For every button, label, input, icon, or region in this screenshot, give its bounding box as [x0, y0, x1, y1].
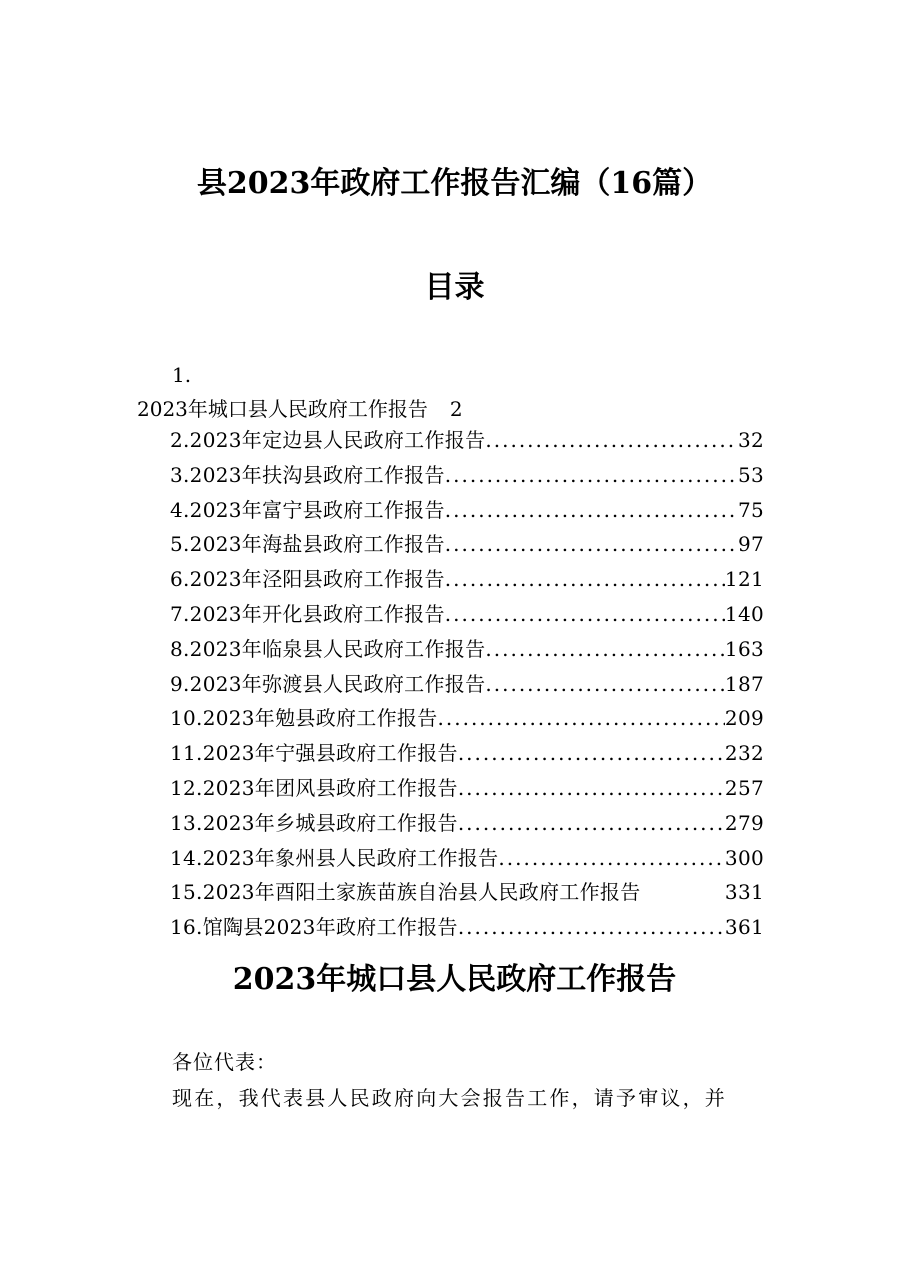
toc-entry-text: 16.馆陶县2023年政府工作报告	[170, 915, 458, 940]
toc-entry-1-text: 2023年城口县人民政府工作报告	[137, 397, 428, 421]
salutation: 各位代表：	[172, 1050, 277, 1074]
toc-leader-dots	[485, 425, 738, 455]
toc-entry[interactable]	[170, 703, 764, 738]
toc-entry-text: 8.2023年临泉县人民政府工作报告	[170, 636, 486, 661]
toc-entry[interactable]	[170, 808, 764, 843]
toc-entry-page: 331	[724, 880, 764, 905]
toc-heading: 目录	[424, 270, 485, 305]
toc-leader-dots	[445, 529, 738, 559]
toc-entry[interactable]	[170, 912, 764, 947]
toc-entry-text: 5.2023年海盐县政府工作报告	[170, 532, 445, 557]
toc-entry-1-page: 2	[449, 397, 463, 421]
toc-entry-text: 4.2023年富宁县政府工作报告	[170, 497, 445, 522]
toc-leader-dots	[498, 843, 725, 873]
toc-entry-text: 3.2023年扶沟县政府工作报告	[170, 462, 445, 487]
toc-list	[170, 425, 764, 947]
toc-leader-dots	[445, 460, 738, 490]
document-title: 县2023年政府工作报告汇编（16篇）	[196, 166, 713, 201]
toc-entry[interactable]	[170, 599, 764, 634]
toc-entry[interactable]	[170, 460, 764, 495]
toc-leader-dots	[445, 599, 725, 629]
toc-entry[interactable]	[170, 564, 764, 599]
toc-leader-dots	[485, 634, 725, 664]
toc-entry-text: 6.2023年泾阳县政府工作报告	[170, 567, 445, 592]
toc-leader-dots	[458, 808, 725, 838]
toc-entry-page: 121	[724, 567, 764, 592]
toc-entry[interactable]	[170, 495, 764, 530]
toc-entry-text: 2.2023年定边县人民政府工作报告	[170, 428, 486, 452]
toc-entry-page: 187	[724, 671, 764, 696]
toc-entry-text: 12.2023年团风县政府工作报告	[170, 775, 458, 800]
toc-entry-page: 300	[724, 845, 764, 870]
toc-entry-page: 32	[737, 428, 764, 452]
toc-entry-page: 140	[724, 601, 764, 626]
toc-entry[interactable]	[170, 877, 764, 912]
toc-leader-dots	[485, 669, 725, 699]
toc-entry-text: 15.2023年酉阳土家族苗族自治县人民政府工作报告	[170, 880, 641, 905]
toc-entry-text: 7.2023年开化县政府工作报告	[170, 601, 445, 626]
toc-entry-page: 75	[737, 497, 764, 522]
toc-entry[interactable]	[170, 634, 764, 669]
toc-entry-page: 361	[724, 915, 764, 940]
toc-entry-page: 209	[724, 706, 764, 731]
toc-entry-page: 279	[724, 810, 764, 835]
toc-entry-text: 13.2023年乡城县政府工作报告	[170, 810, 458, 835]
toc-entry-1[interactable]	[137, 395, 463, 423]
body-paragraph-line: 现在，我代表县人民政府向大会报告工作，请予审议，并	[172, 1086, 727, 1110]
toc-leader-dots	[458, 773, 725, 803]
toc-leader-dots	[445, 495, 738, 525]
toc-leader-dots	[445, 564, 725, 594]
toc-leader-dots	[438, 703, 725, 733]
toc-entry-text: 9.2023年弥渡县人民政府工作报告	[170, 671, 486, 696]
toc-entry-page: 163	[724, 636, 764, 661]
toc-entry[interactable]	[170, 669, 764, 704]
toc-entry-text: 10.2023年勉县政府工作报告	[170, 706, 438, 731]
toc-entry[interactable]	[170, 529, 764, 564]
toc-entry[interactable]	[170, 773, 764, 808]
toc-entry[interactable]	[170, 738, 764, 773]
toc-entry[interactable]	[170, 425, 764, 460]
toc-entry-text: 14.2023年象州县人民政府工作报告	[170, 845, 499, 870]
toc-entry-page: 53	[737, 462, 764, 487]
toc-entry-page: 232	[724, 741, 764, 766]
section-title: 2023年城口县人民政府工作报告	[232, 962, 677, 997]
toc-entry-page: 257	[724, 775, 764, 800]
toc-entry-text: 11.2023年宁强县政府工作报告	[170, 741, 458, 766]
toc-entry-page: 97	[737, 532, 764, 557]
toc-entry[interactable]	[170, 843, 764, 878]
toc-leader-dots	[458, 738, 725, 768]
toc-entry-1-number: 1.	[172, 363, 192, 387]
toc-leader-dots	[458, 912, 725, 942]
